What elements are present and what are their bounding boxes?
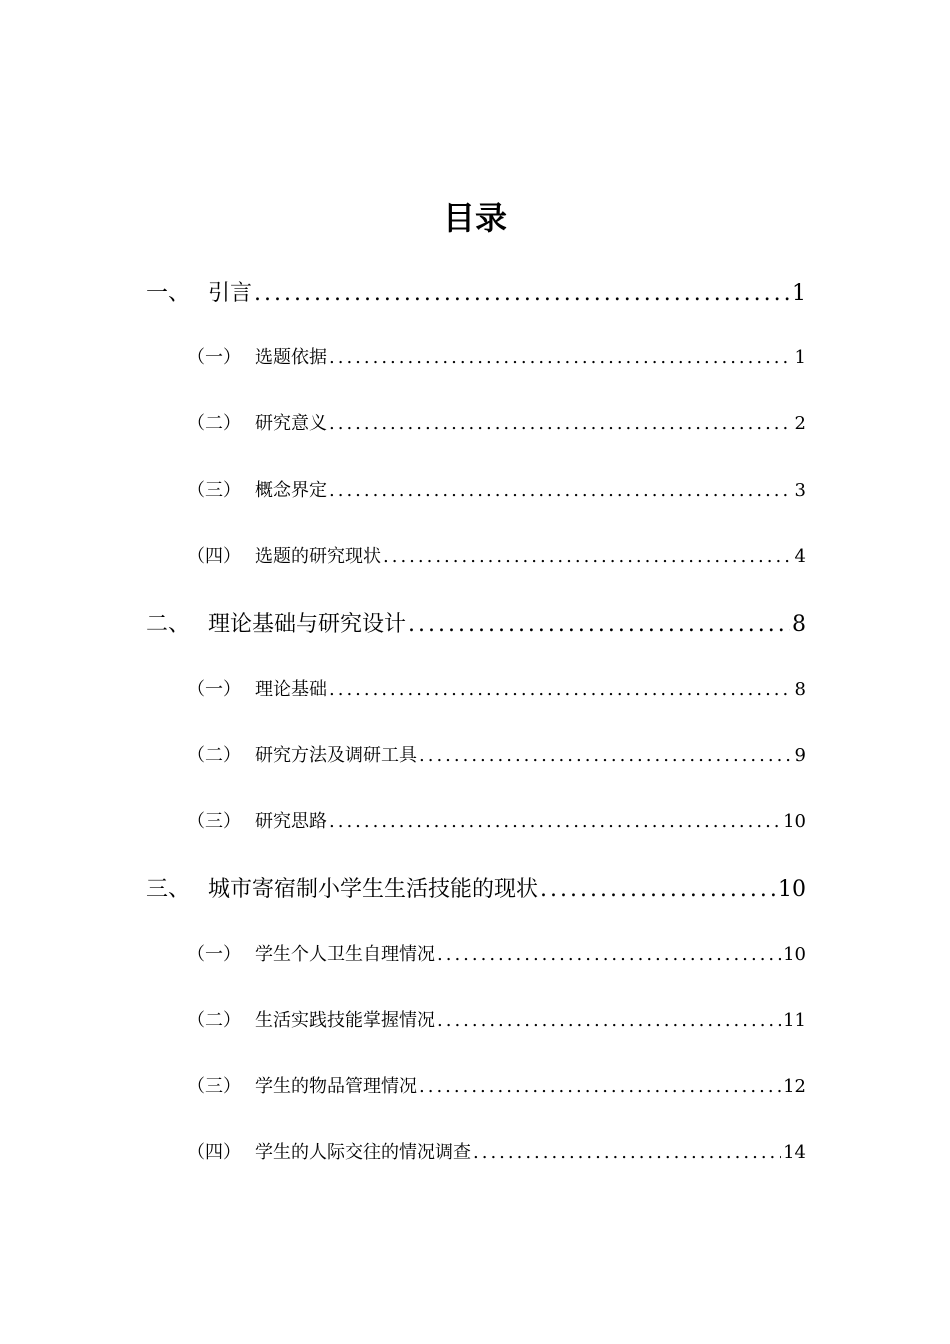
toc-leader (254, 281, 790, 306)
toc-leader (473, 1142, 781, 1163)
toc-page: 8 (794, 679, 806, 700)
toc-number: （四） (187, 1142, 241, 1163)
toc-entry-2-3[interactable] (187, 807, 806, 833)
toc-number: （二） (187, 1010, 241, 1031)
toc-entry-1-2[interactable] (187, 409, 806, 435)
toc-page: 10 (778, 877, 806, 902)
toc-page: 10 (783, 811, 806, 832)
toc-page: 1 (794, 347, 806, 368)
toc-page: 12 (783, 1076, 806, 1097)
toc-entry-3-3[interactable] (187, 1072, 806, 1098)
toc-entry-2-1[interactable] (187, 675, 806, 701)
toc-number: 二、 (146, 612, 191, 637)
toc-number: （一） (187, 347, 241, 368)
toc-number: （三） (187, 1076, 241, 1097)
toc-label: 学生个人卫生自理情况 (255, 944, 435, 965)
toc-leader (383, 546, 793, 567)
toc-entry-3-1[interactable] (187, 940, 806, 966)
toc-entry-3[interactable] (146, 872, 806, 903)
toc-label: 城市寄宿制小学生生活技能的现状 (208, 877, 539, 902)
toc-entry-1-4[interactable] (187, 542, 806, 568)
toc-label: 研究思路 (255, 811, 327, 832)
toc-leader (408, 612, 790, 637)
toc-number: （四） (187, 546, 241, 567)
toc-number: （二） (187, 745, 241, 766)
toc-label: 学生的人际交往的情况调查 (255, 1142, 471, 1163)
toc-number: （三） (187, 480, 241, 501)
toc-label: 学生的物品管理情况 (255, 1076, 417, 1097)
toc-entry-3-4[interactable] (187, 1138, 806, 1164)
toc-number: （三） (187, 811, 241, 832)
toc-label: 选题依据 (255, 347, 327, 368)
toc-leader (437, 1010, 781, 1031)
toc-page: 14 (783, 1142, 806, 1163)
toc-leader (329, 679, 793, 700)
toc-entry-3-2[interactable] (187, 1006, 806, 1032)
toc-number: （二） (187, 413, 241, 434)
toc-entry-2-2[interactable] (187, 741, 806, 767)
toc-entry-1-1[interactable] (187, 343, 806, 369)
toc-leader (329, 347, 793, 368)
toc-number: 三、 (146, 877, 191, 902)
toc-leader (437, 944, 781, 965)
toc-entry-1-3[interactable] (187, 476, 806, 502)
toc-page: 8 (792, 612, 806, 637)
toc-page: 4 (794, 546, 806, 567)
toc-leader (329, 413, 793, 434)
toc-entry-1[interactable] (146, 276, 806, 307)
toc-label: 研究方法及调研工具 (255, 745, 417, 766)
toc-number: （一） (187, 944, 241, 965)
toc-number: 一、 (146, 281, 191, 306)
toc-leader (329, 480, 793, 501)
toc-page: 3 (794, 480, 806, 501)
toc-entry-2[interactable] (146, 607, 806, 638)
toc-leader (419, 745, 793, 766)
toc-page: 9 (794, 745, 806, 766)
toc-leader (540, 877, 776, 902)
toc-label: 理论基础 (255, 679, 327, 700)
toc-page: 10 (783, 944, 806, 965)
toc-label: 理论基础与研究设计 (208, 612, 407, 637)
toc-leader (329, 811, 781, 832)
toc-label: 概念界定 (255, 480, 327, 501)
toc-page: 11 (783, 1010, 806, 1031)
toc-label: 研究意义 (255, 413, 327, 434)
toc-leader (419, 1076, 781, 1097)
toc-page: 2 (794, 413, 806, 434)
toc-number: （一） (187, 679, 241, 700)
toc-label: 生活实践技能掌握情况 (255, 1010, 435, 1031)
toc-label: 选题的研究现状 (255, 546, 381, 567)
toc-label: 引言 (208, 281, 253, 306)
toc-page: 1 (792, 281, 806, 306)
page-title: 目录 (442, 199, 507, 237)
